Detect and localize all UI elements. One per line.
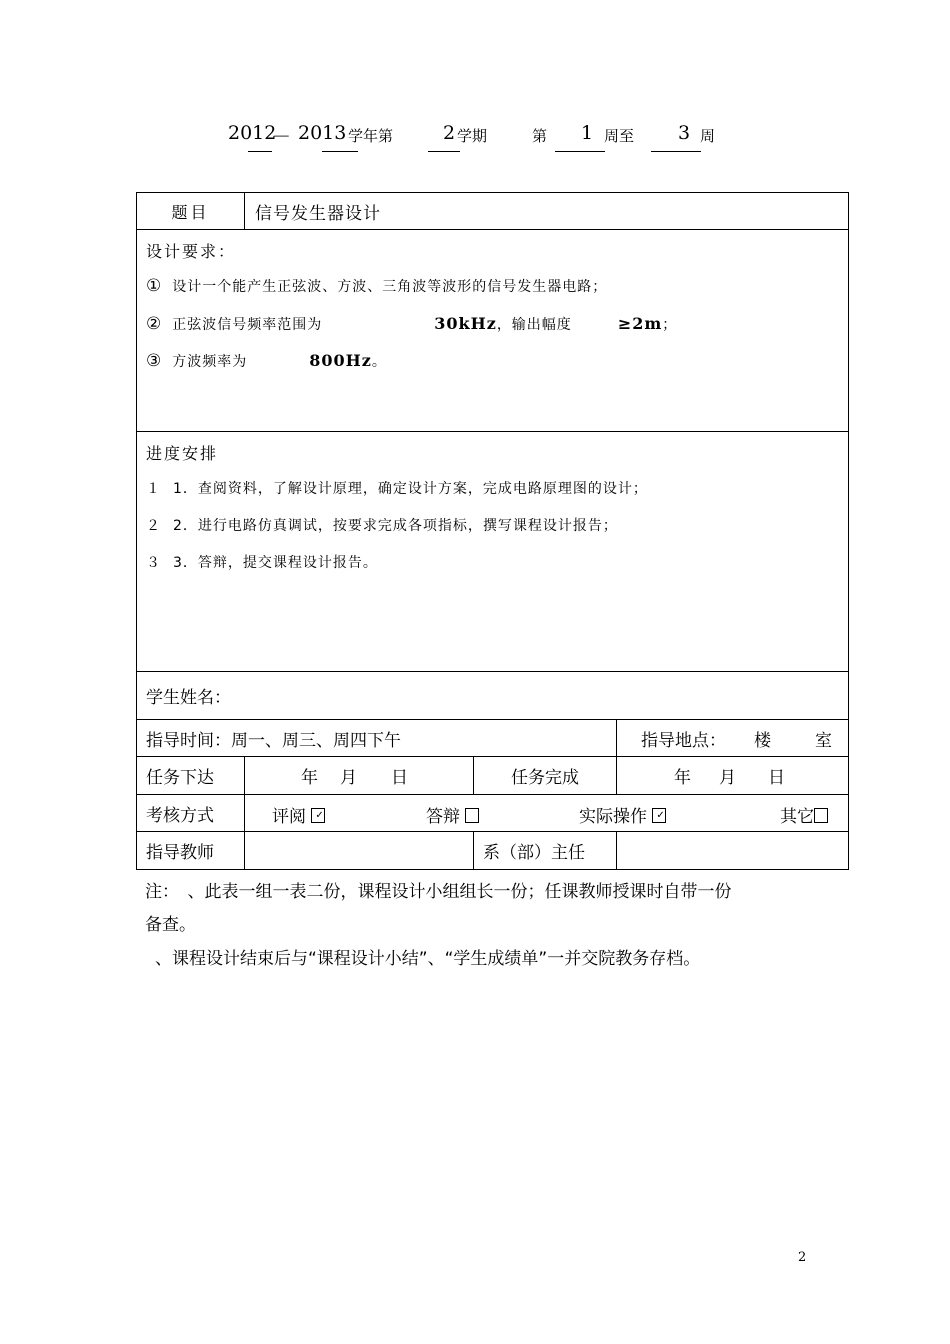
student-name-label: 学生姓名：: [137, 672, 849, 720]
teacher-label: 指导教师: [137, 832, 245, 870]
requirements-row: [137, 230, 849, 432]
assessment-option-review[interactable]: 评阅 ✓: [272, 802, 325, 827]
week-to-underline: [651, 151, 701, 152]
practice-checkbox[interactable]: [652, 808, 666, 823]
schedule-item-3: ３ 3．答辩，提交课程设计报告。: [146, 555, 378, 571]
requirements-block: [137, 230, 848, 431]
task-dates-row: [137, 757, 849, 795]
schedule-title: 进度安排: [146, 444, 219, 463]
topic-label: 题目: [137, 193, 245, 230]
year-suffix: 学年第: [348, 127, 394, 145]
review-checkbox[interactable]: [311, 808, 325, 823]
assessment-option-defense[interactable]: 答辩: [426, 802, 479, 827]
year-start: 2012: [228, 122, 277, 144]
topic-row: [137, 193, 849, 230]
page-number: 2: [798, 1250, 807, 1265]
week-to: 3: [678, 122, 691, 144]
note-line-2: 备查。: [145, 915, 196, 935]
guidance-row: [137, 720, 849, 757]
assessment-label: 考核方式: [137, 795, 245, 832]
year-start-underline: [248, 151, 272, 152]
requirement-item-3: ③ 方波频率为 800Hz。: [146, 351, 387, 371]
term-number: 2: [443, 122, 456, 144]
schedule-item-1: １ 1．查阅资料，了解设计原理，确定设计方案，完成电路原理图的设计；: [146, 481, 648, 497]
schedule-item-2: ２ 2．进行电路仿真调试，按要求完成各项指标，撰写课程设计报告；: [146, 518, 618, 534]
term-underline: [428, 151, 460, 152]
assessment-option-other[interactable]: 其它: [780, 802, 828, 827]
task-done-date: 年 月 日: [617, 757, 849, 795]
requirement-item-1: ① 设计一个能产生正弦波、方波、三角波等波形的信号发生器电路；: [146, 276, 608, 296]
signoff-row: [137, 832, 849, 870]
dept-head-signature-field[interactable]: [617, 832, 849, 870]
defense-checkbox[interactable]: [465, 808, 479, 823]
teacher-signature-field[interactable]: [245, 832, 474, 870]
assessment-row: [137, 795, 849, 832]
guidance-time: 指导时间：周一、周三、周四下午: [137, 720, 617, 757]
student-row: [137, 672, 849, 720]
assessment-options: [245, 795, 849, 832]
dept-head-label: 系（部）主任: [474, 832, 617, 870]
term-suffix: 学期: [457, 127, 488, 145]
week-from-underline: [555, 151, 605, 152]
requirement-item-2: ② 正弦波信号频率范围为 30kHz，输出幅度 ≥2m；: [146, 314, 678, 334]
schedule-row: [137, 432, 849, 672]
guidance-place: 指导地点： 楼 室: [617, 720, 849, 757]
task-done-label: 任务完成: [474, 757, 617, 795]
topic-value: 信号发生器设计: [245, 193, 849, 230]
week-suffix: 周: [700, 127, 716, 145]
document-header: [0, 122, 950, 156]
requirements-title: 设计要求：: [146, 242, 237, 261]
schedule-block: [137, 432, 848, 671]
week-label: 第: [532, 127, 548, 145]
task-issued-label: 任务下达: [137, 757, 245, 795]
task-issued-date: 年 月 日: [245, 757, 474, 795]
other-checkbox[interactable]: [814, 808, 828, 823]
week-from: 1: [581, 122, 594, 144]
week-to-label: 周至: [604, 127, 635, 145]
task-form-table: [136, 192, 849, 870]
year-end: 2013: [298, 122, 347, 144]
note-line-1: 注： 、此表一组一表二份，课程设计小组组长一份；任课教师授课时自带一份: [145, 882, 732, 902]
year-separator: －: [272, 126, 292, 148]
assessment-option-practice[interactable]: 实际操作 ✓: [579, 802, 666, 827]
year-end-underline: [322, 151, 358, 152]
note-line-3: 、课程设计结束后与“课程设计小结”、“学生成绩单”一并交院教务存档。: [155, 949, 701, 969]
